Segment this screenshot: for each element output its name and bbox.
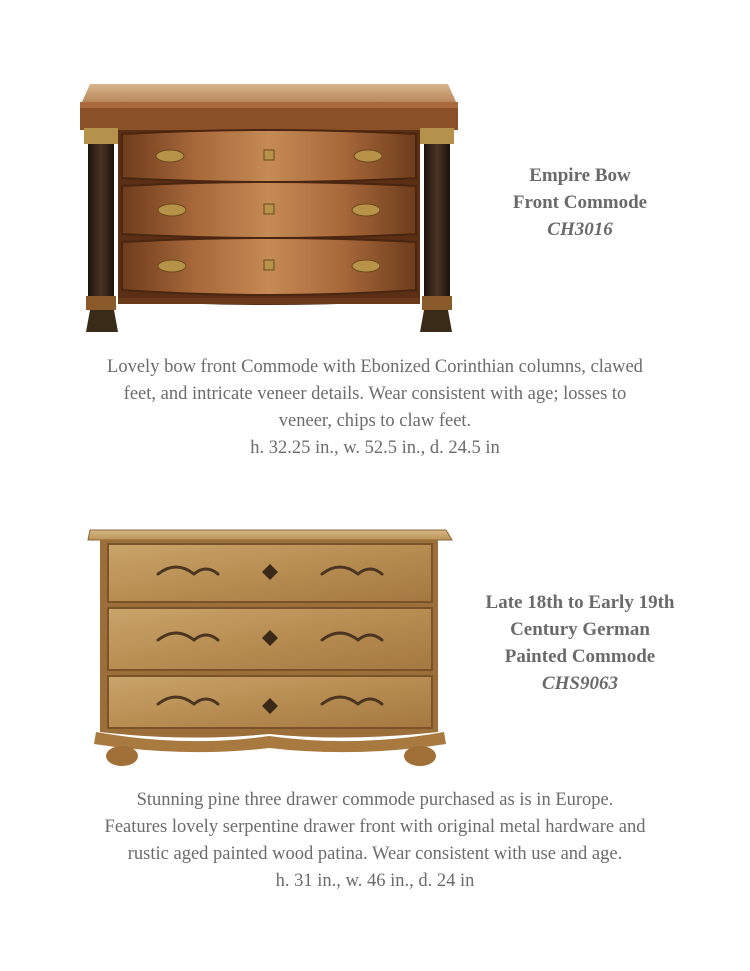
- product-dimensions: h. 32.25 in., w. 52.5 in., d. 24.5 in: [250, 438, 500, 458]
- product-title-line: Painted Commode: [504, 646, 656, 667]
- description-line: veneer, chips to claw feet.: [278, 411, 472, 431]
- product-title-line: Empire Bow: [529, 165, 631, 186]
- product-dimensions: h. 31 in., w. 46 in., d. 24 in: [275, 871, 475, 891]
- description-line: rustic aged painted wood patina. Wear consistent with use and age.: [127, 844, 623, 864]
- product-title-line: Front Commode: [512, 192, 648, 213]
- product-title-line: Century German: [510, 619, 650, 640]
- product-description: [40, 354, 710, 462]
- description-line: Stunning pine three drawer commode purchased as is in Europe.: [136, 790, 614, 810]
- product-title-block: [490, 162, 670, 243]
- empire-commode-photo: [78, 78, 460, 336]
- product-description: [40, 787, 710, 895]
- german-commode-photo: [86, 522, 456, 768]
- product-sku: CHS9063: [541, 673, 619, 694]
- description-line: Lovely bow front Commode with Ebonized Corinthian columns, clawed: [107, 357, 643, 377]
- product-title-line: Late 18th to Early 19th: [485, 592, 675, 613]
- description-line: feet, and intricate veneer details. Wear consistent with age; losses to: [123, 384, 627, 404]
- product-sku: CH3016: [547, 219, 613, 240]
- description-line: Features lovely serpentine drawer front with original metal hardware and: [104, 817, 646, 837]
- product-title-block: [460, 589, 700, 697]
